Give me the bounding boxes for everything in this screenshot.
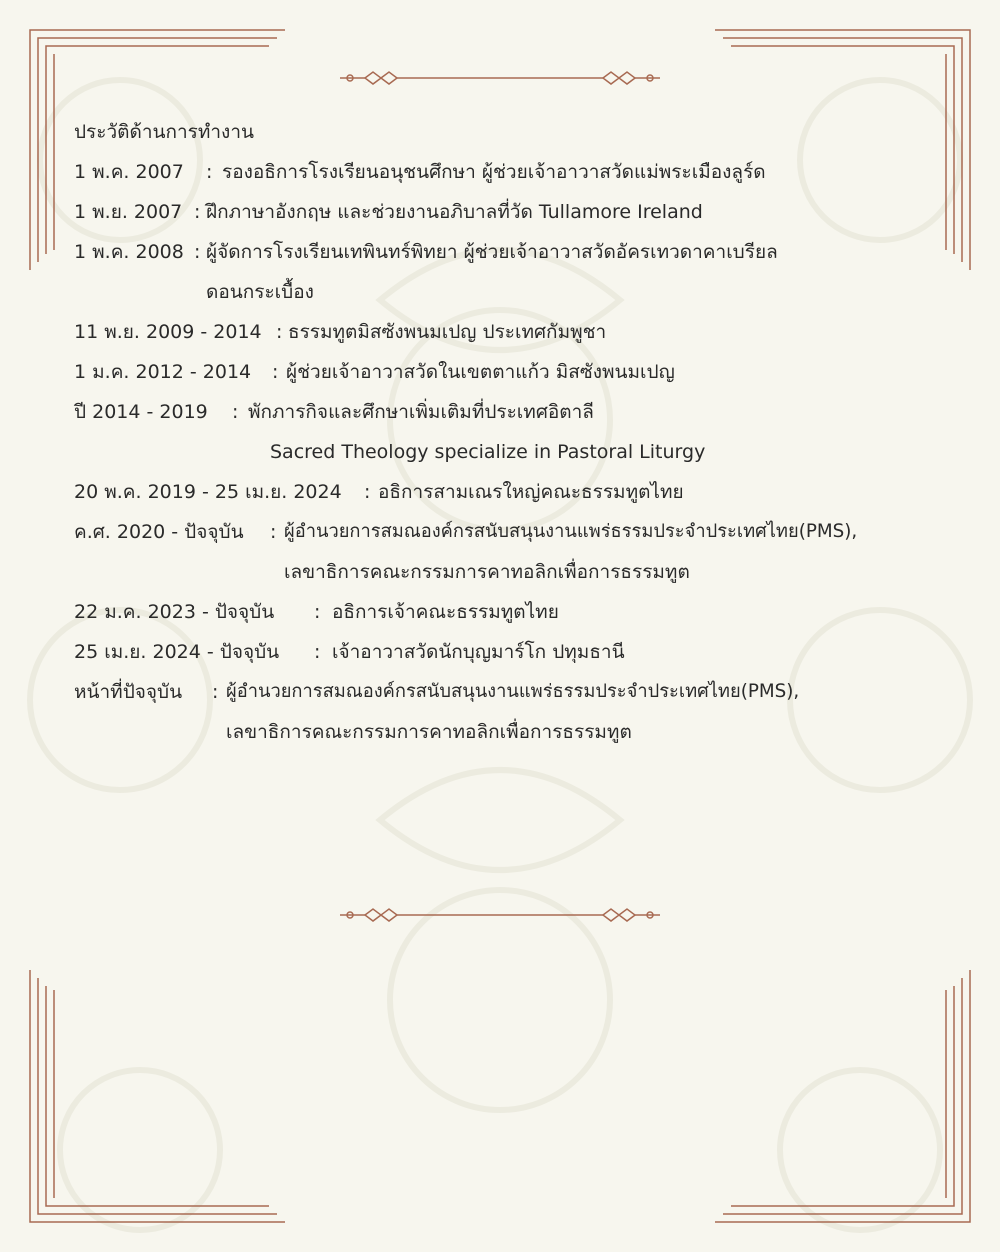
entry-date: 20 พ.ค. 2019 - 25 เม.ย. 2024 [74,481,342,503]
entry-separator: : [206,161,213,183]
entry-text-continued: Sacred Theology specialize in Pastoral Liturgy [270,441,706,463]
entry-text: พักภารกิจและศึกษาเพิ่มเติมที่ประเทศอิตาลี [248,401,594,423]
entry-date: ค.ศ. 2020 - ปัจจุบัน [74,521,244,543]
entry-separator: : [314,601,321,623]
entry-date: 1 พ.ค. 2007 [74,161,184,183]
entry-separator: : [194,241,201,263]
entry-separator: : [276,321,283,343]
entry-date: 1 พ.ค. 2008 [74,241,184,263]
entry-text: อธิการเจ้าคณะธรรมทูตไทย [332,601,559,623]
entry-text-continued: ดอนกระเบื้อง [206,281,314,303]
entry-text: ฝึกภาษาอังกฤษ และช่วยงานอภิบาลที่วัด Tullamore Ireland [206,201,703,223]
entry-date: หน้าที่ปัจจุบัน [74,681,183,703]
entry-text: ผู้จัดการโรงเรียนเทพินทร์พิทยา ผู้ช่วยเจ้าอาวาสวัดอัครเทวดาคาเบรียล [206,241,778,263]
entry-text: ธรรมทูตมิสซังพนมเปญ ประเทศกัมพูชา [288,321,607,343]
entry-separator: : [270,521,277,543]
entry-date: 11 พ.ย. 2009 - 2014 [74,321,262,343]
entry-text: เจ้าอาวาสวัดนักบุญมาร์โก ปทุมธานี [332,641,625,663]
entry-separator: : [232,401,239,423]
entry-separator: : [212,681,219,703]
entry-date: 1 พ.ย. 2007 [74,201,183,223]
entry-text: อธิการสามเณรใหญ่คณะธรรมทูตไทย [378,481,684,503]
entry-text: ผู้อำนวยการสมณองค์กรสนับสนุนงานแพร่ธรรมประจำประเทศไทย(PMS), [284,521,858,542]
entry-text: รองอธิการโรงเรียนอนุชนศึกษา ผู้ช่วยเจ้าอาวาสวัดแม่พระเมืองลูร์ด [222,161,766,183]
entry-date: 25 เม.ย. 2024 - ปัจจุบัน [74,641,280,663]
entry-text: ผู้ช่วยเจ้าอาวาสวัดในเขตตาแก้ว มิสซังพนมเปญ [286,361,675,383]
bottom-divider-ornament [340,909,660,921]
entry-separator: : [194,201,201,223]
section-heading: ประวัติด้านการทำงาน [74,121,254,143]
top-divider-ornament [340,72,660,84]
entry-text-continued: เลขาธิการคณะกรรมการคาทอลิกเพื่อการธรรมทูต [226,721,632,743]
entry-date: 1 ม.ค. 2012 - 2014 [74,361,252,383]
entry-separator: : [364,481,371,503]
entry-date: 22 ม.ค. 2023 - ปัจจุบัน [74,601,275,623]
entry-separator: : [272,361,279,383]
entry-date: ปี 2014 - 2019 [74,401,208,423]
entry-text: ผู้อำนวยการสมณองค์กรสนับสนุนงานแพร่ธรรมประจำประเทศไทย(PMS), [226,681,800,702]
entry-text-continued: เลขาธิการคณะกรรมการคาทอลิกเพื่อการธรรมทูต [284,561,690,583]
entry-separator: : [314,641,321,663]
